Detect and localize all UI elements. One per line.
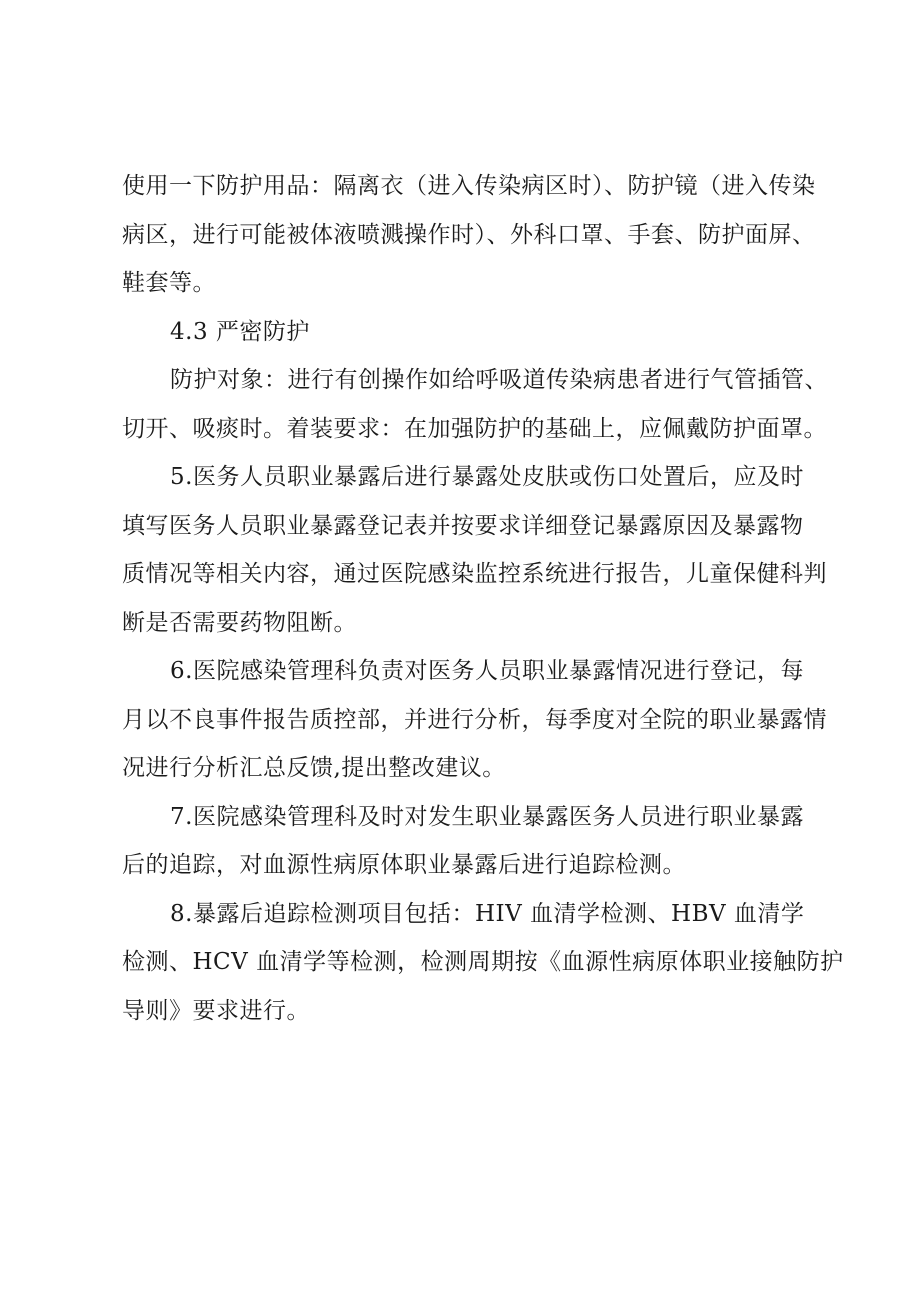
- text-line: 防护对象：进行有创操作如给呼吸道传染病患者进行气管插管、: [170, 367, 828, 393]
- paragraph-item-7: [122, 793, 822, 890]
- text-line: 月以不良事件报告质控部，并进行分析，每季度对全院的职业暴露情: [122, 706, 827, 733]
- text-line: 7.医院感染管理科及时对发生职业暴露医务人员进行职业暴露: [170, 803, 804, 830]
- paragraph-strict-protection: [122, 356, 828, 453]
- paragraph-item-6: [122, 647, 827, 793]
- document-body: [122, 162, 844, 1035]
- text-line: 5.医务人员职业暴露后进行暴露处皮肤或伤口处置后，应及时: [170, 464, 804, 490]
- text-line: 况进行分析汇总反馈,提出整改建议。: [122, 755, 506, 781]
- text-line: 8.暴露后追踪检测项目包括：HIV 血清学检测、HBV 血清学: [170, 900, 805, 927]
- text-line: 鞋套等。: [122, 270, 216, 296]
- heading-text: 4.3 严密防护: [170, 318, 310, 345]
- paragraph-item-8: [122, 890, 844, 1036]
- paragraph-protective-items: [122, 162, 822, 308]
- section-heading-4-3: [122, 308, 822, 357]
- paragraph-item-5: [122, 453, 827, 647]
- text-line: 使用一下防护用品：隔离衣（进入传染病区时）、防护镜（进入传染: [122, 173, 816, 199]
- text-line: 切开、吸痰时。着装要求：在加强防护的基础上，应佩戴防护面罩。: [122, 415, 827, 442]
- text-line: 填写医务人员职业暴露登记表并按要求详细登记暴露原因及暴露物: [122, 512, 804, 539]
- text-line: 断是否需要药物阻断。: [122, 609, 357, 636]
- text-line: 病区，进行可能被体液喷溅操作时）、外科口罩、手套、防护面屏、: [122, 221, 816, 248]
- text-line: 后的追踪，对血源性病原体职业暴露后进行追踪检测。: [122, 852, 686, 878]
- text-line: 检测、HCV 血清学等检测，检测周期按《血源性病原体职业接触防护: [122, 949, 844, 975]
- text-line: 质情况等相关内容，通过医院感染监控系统进行报告，儿童保健科判: [122, 561, 827, 587]
- text-line: 6.医院感染管理科负责对医务人员职业暴露情况进行登记，每: [170, 658, 804, 684]
- text-line: 导则》要求进行。: [122, 997, 310, 1024]
